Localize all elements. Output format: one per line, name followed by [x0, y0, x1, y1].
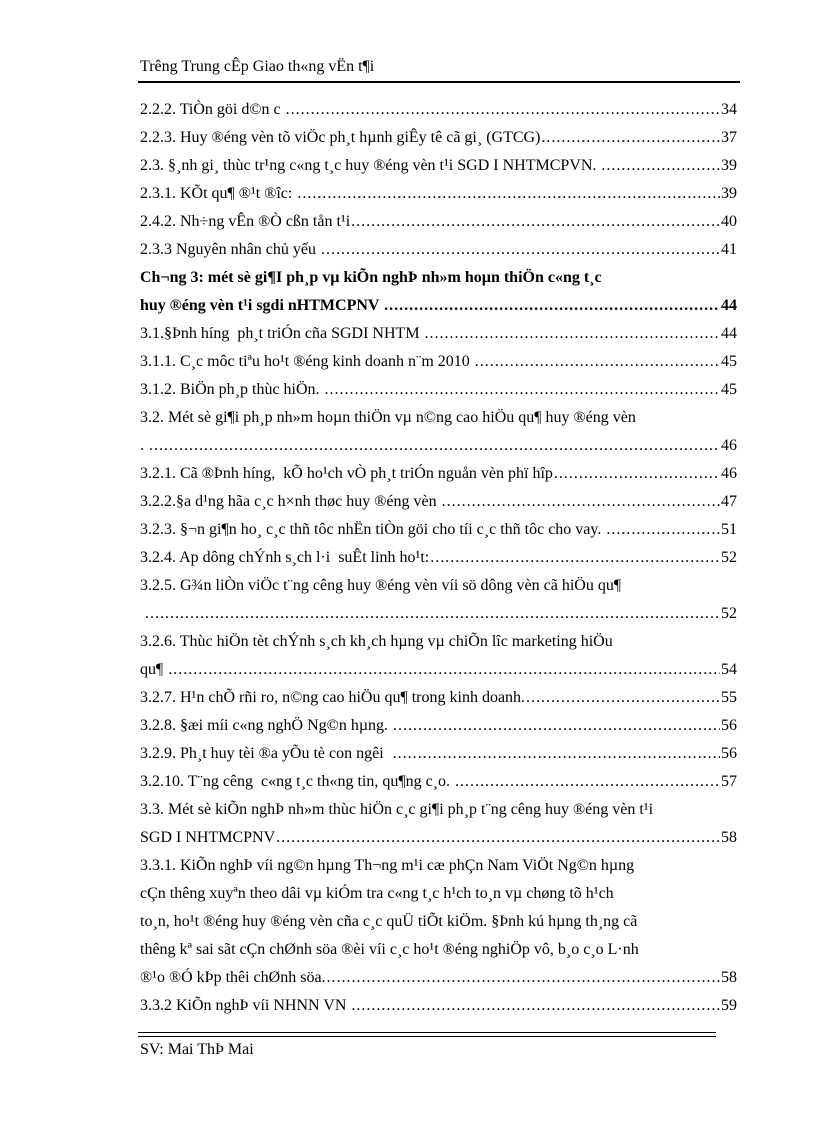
toc-entry-title: 3.2.3. §¬n gi¶n ho¸ c¸c thñ tôc nhËn tiÒn göi cho tíi c¸c thñ tôc cho vay.	[140, 521, 606, 538]
header-rule	[138, 81, 740, 83]
toc-page-number: 39	[721, 157, 737, 174]
toc-entry[interactable]	[140, 768, 737, 796]
toc-page-number: 56	[721, 745, 737, 762]
toc-entry-title: 2.4.2. Nh÷ng vÊn ®Ò cßn tån t¹i	[140, 213, 351, 230]
toc-entry-title: 2.3.3 Nguyên nhân chủ yếu	[140, 241, 320, 258]
toc-entry-line: 3.2. Mét sè gi¶i ph¸p nh»m hoµn thiÖn vµ n©ng cao hiÖu qu¶ huy ®éng vèn	[140, 409, 636, 426]
toc-dot-leader	[351, 992, 720, 1020]
toc-dot-leader	[425, 320, 720, 348]
toc-dot-leader	[145, 600, 720, 628]
toc-page-number: 46	[721, 437, 737, 454]
toc-entry-title: 3.2.1. Cã ®Þnh híng, kÕ ho¹ch vÒ ph¸t triÓn nguån vèn phï hîp	[140, 465, 553, 482]
toc-entry-title: 3.3.2 KiÕn nghÞ víi NHNN VN	[140, 997, 351, 1014]
toc-entry[interactable]	[140, 96, 737, 124]
footer-rule-bottom	[138, 1036, 716, 1037]
toc-entry[interactable]	[140, 180, 737, 208]
footer-rule-top	[138, 1032, 716, 1033]
toc-dot-leader	[606, 516, 720, 544]
toc-dot-leader	[168, 656, 720, 684]
toc-page-number: 34	[721, 101, 737, 118]
toc-dot-leader	[393, 712, 720, 740]
toc-entry-title: 3.2.2.§a d¹ng hãa c¸c h×nh thøc huy ®éng vèn	[140, 493, 441, 510]
table-of-contents	[140, 96, 737, 1020]
toc-dot-leader	[384, 292, 720, 320]
toc-entry[interactable]	[140, 544, 737, 572]
toc-page-number: 54	[721, 661, 737, 678]
toc-page-number: 45	[721, 353, 737, 370]
toc-entry-title: 3.2.7. H¹n chÕ rñi ro, n©ng cao hiÖu qu¶ trong kinh doanh.	[140, 689, 526, 706]
toc-entry[interactable]	[140, 124, 737, 152]
toc-entry[interactable]	[140, 992, 737, 1020]
toc-entry-title	[140, 600, 144, 628]
toc-dot-leader	[475, 348, 720, 376]
toc-dot-leader	[276, 824, 720, 852]
toc-entry[interactable]	[140, 292, 737, 320]
toc-entry[interactable]	[140, 600, 737, 628]
toc-entry-title: 3.2.4. Ap dông chÝnh s¸ch l·i suÊt linh ho¹t:	[140, 549, 430, 566]
toc-dot-leader	[442, 488, 720, 516]
toc-entry[interactable]	[140, 684, 737, 712]
toc-page-number: 58	[721, 969, 737, 986]
toc-page-number: 52	[721, 549, 737, 566]
toc-entry-title: 3.2.8. §æi míi c«ng nghÖ Ng©n hµng.	[140, 717, 393, 734]
toc-entry-title: 3.1.2. BiÖn ph¸p thùc hiÖn.	[140, 381, 324, 398]
toc-dot-leader	[321, 236, 720, 264]
toc-entry-title: huy ®éng vèn t¹i sgdi nHTMCPNV	[140, 297, 384, 314]
toc-entry-title: 3.1.1. C¸c môc tiªu ho¹t ®éng kinh doanh n¨m 2010	[140, 353, 474, 370]
toc-dot-leader	[351, 208, 720, 236]
toc-dot-leader	[541, 124, 720, 152]
toc-dot-leader	[430, 544, 720, 572]
toc-entry-title: 2.3.1. KÕt qu¶ ®¹t ®îc:	[140, 185, 297, 202]
toc-entry-line: cÇn thêng xuyªn theo dâi vµ kiÓm tra c«ng t¸c h¹ch to¸n vµ chøng tõ h¹ch	[140, 885, 614, 902]
toc-page-number: 37	[721, 129, 737, 146]
toc-entry-title: qu¶	[140, 661, 168, 678]
toc-dot-leader	[327, 964, 720, 992]
toc-entry-line: Ch¬ng 3: mét sè gi¶I ph¸p vµ kiÕn nghÞ nh»m hoµn thiÖn c«ng t¸c	[140, 269, 602, 286]
toc-entry[interactable]	[140, 348, 737, 376]
toc-entry[interactable]	[140, 964, 737, 992]
toc-entry-line: 3.3.1. KiÕn nghÞ víi ng©n hµng Th¬ng m¹i cæ phÇn Nam ViÖt Ng©n hµng	[140, 857, 635, 874]
toc-page-number: 47	[721, 493, 737, 510]
toc-entry[interactable]	[140, 488, 737, 516]
toc-entry[interactable]	[140, 712, 737, 740]
toc-page-number: 57	[721, 773, 737, 790]
toc-entry-title: 2.2.2. TiÒn göi d©n c	[140, 101, 285, 118]
toc-entry-line: 3.2.6. Thùc hiÖn tèt chÝnh s¸ch kh¸ch hµng vµ chiÕn lîc marketing hiÖu	[140, 633, 613, 650]
toc-page-number: 44	[721, 325, 737, 342]
toc-page-number: 44	[721, 297, 737, 314]
toc-dot-leader	[286, 96, 720, 124]
toc-entry[interactable]	[140, 516, 737, 544]
toc-dot-leader	[149, 432, 720, 460]
toc-page-number: 55	[721, 689, 737, 706]
toc-dot-leader	[393, 740, 720, 768]
toc-entry[interactable]	[140, 320, 737, 348]
toc-dot-leader	[297, 180, 720, 208]
toc-entry-title: 3.2.10. T¨ng cêng c«ng t¸c th«ng tin, qu¶ng c¸o.	[140, 773, 455, 790]
toc-entry-title: 2.3. §¸nh gi¸ thùc tr¹ng c«ng t¸c huy ®éng vèn t¹i SGD I NHTMCPVN.	[140, 157, 601, 174]
toc-entry[interactable]	[140, 432, 737, 460]
toc-entry-title: ®¹o ®Ó kÞp thêi chØnh söa.	[140, 969, 326, 986]
toc-entry[interactable]	[140, 824, 737, 852]
toc-entry[interactable]	[140, 656, 737, 684]
toc-entry-title: 2.2.3. Huy ®éng vèn tõ viÖc ph¸t hµnh giÊy tê cã gi¸ (GTCG)	[140, 129, 541, 146]
toc-page-number: 58	[721, 829, 737, 846]
toc-entry-title: 3.2.9. Ph¸t huy tèi ®a yÕu tè con ngêi	[140, 745, 392, 762]
toc-page-number: 52	[721, 605, 737, 622]
toc-entry-title: .	[140, 437, 148, 454]
toc-entry[interactable]	[140, 460, 737, 488]
toc-entry[interactable]	[140, 740, 737, 768]
toc-page-number: 39	[721, 185, 737, 202]
toc-dot-leader	[325, 376, 720, 404]
toc-page-number: 56	[721, 717, 737, 734]
toc-dot-leader	[526, 684, 720, 712]
page-footer: SV: Mai ThÞ Mai	[140, 1041, 254, 1058]
toc-entry-line: to¸n, ho¹t ®éng huy ®éng vèn cña c¸c quÜ tiÕt kiÖm. §Þnh kú hµng th¸ng cã	[140, 913, 638, 930]
toc-dot-leader	[455, 768, 720, 796]
toc-dot-leader	[554, 460, 720, 488]
toc-entry-line: 3.2.5. G¾n liÒn viÖc t¨ng cêng huy ®éng vèn víi sö dông vèn cã hiÖu qu¶	[140, 577, 622, 594]
toc-page-number: 40	[721, 213, 737, 230]
toc-entry[interactable]	[140, 152, 737, 180]
toc-entry-line: 3.3. Mét sè kiÕn nghÞ nh»m thùc hiÖn c¸c gi¶i ph¸p t¨ng cêng huy ®éng vèn t¹i	[140, 801, 654, 818]
toc-entry-line: thêng kª sai sãt cÇn chØnh söa ®èi víi c¸c ho¹t ®éng nghiÖp vô, b¸o c¸o L·nh	[140, 941, 639, 958]
toc-entry[interactable]	[140, 208, 737, 236]
toc-entry[interactable]	[140, 236, 737, 264]
page-header: Trêng Trung cÊp Giao th«ng vËn t¶i	[140, 58, 375, 75]
toc-entry[interactable]	[140, 376, 737, 404]
toc-page-number: 45	[721, 381, 737, 398]
toc-dot-leader	[601, 152, 720, 180]
toc-page-number: 41	[721, 241, 737, 258]
toc-page-number: 46	[721, 465, 737, 482]
toc-page-number: 51	[721, 521, 737, 538]
toc-entry-title: 3.1.§Þnh híng ph¸t triÓn cña SGDI NHTM	[140, 325, 424, 342]
toc-page-number: 59	[721, 997, 737, 1014]
toc-entry-title: SGD I NHTMCPNV	[140, 829, 276, 846]
